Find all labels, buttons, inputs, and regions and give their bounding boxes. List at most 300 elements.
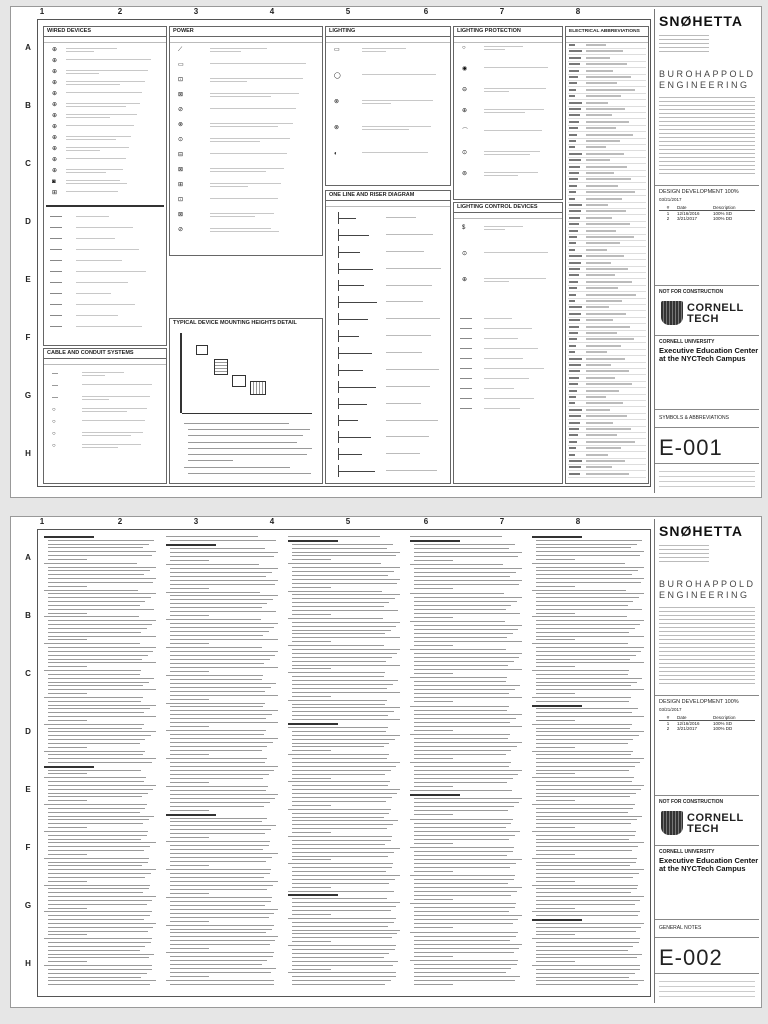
abbreviation-code [569,178,578,180]
note-heading [166,814,216,816]
note-text-line [170,699,209,700]
note-text-line [414,754,506,755]
note-text-line [48,636,156,637]
note-text-line [170,738,278,739]
note-text-line [532,885,638,886]
note-text-line [288,754,389,755]
note-text-line [292,801,386,802]
abbreviation-description [586,102,608,104]
note-text-line [170,603,267,604]
revision-header [659,205,755,210]
note-text-line [414,976,520,977]
title-block [654,9,759,493]
legend-description-line [66,183,127,184]
row-letter: A [25,553,31,562]
abbreviation-description [586,415,627,417]
note-text-line [292,766,396,767]
legend-description-line [82,435,131,436]
note-text-line [166,536,258,537]
note-text-line [170,540,276,541]
note-text-line [48,601,145,602]
column-number: 6 [423,7,429,16]
note-text-line [414,851,513,852]
revision-header-num: # [666,205,670,210]
note-text-line [536,812,628,813]
note-text-line [292,676,384,677]
abbreviation-code-line [50,216,62,217]
abbreviation-row [568,67,646,68]
note-text-line [170,722,278,723]
column-number: 5 [345,7,351,16]
design-stage: DESIGN DEVELOPMENT 100% [659,699,739,705]
note-text-line [292,965,393,966]
abbreviation-description-line [484,388,514,389]
abbreviation-description [586,287,618,289]
note-text-line [48,789,153,790]
note-text-line [48,904,147,905]
note-text-line [44,804,147,805]
abbreviation-code [569,82,577,84]
note-text-line [170,560,209,561]
note-text-line [536,877,633,878]
note-text-line [48,977,141,978]
note-text-line [414,588,453,589]
note-text-line [166,925,274,926]
abbreviation-code [569,306,582,308]
abbreviation-description [586,95,621,97]
note-text-line [536,708,638,709]
abbreviation-row [568,195,646,196]
note-text-line [292,969,331,970]
legend-symbol-icon: — [52,371,58,377]
note-text-line [292,848,400,849]
abbreviation-description [586,326,630,328]
revision-num: 1 [666,211,670,216]
note-text-line [48,593,156,594]
abbreviation-description [586,230,616,232]
abbreviation-code-line [50,315,62,316]
abbreviation-row [568,413,646,414]
note-text-line [48,781,144,782]
note-text-line [48,582,153,583]
legend-symbol-icon: ⊕ [52,91,58,97]
abbreviation-row [568,99,646,100]
one-line-label-line [386,285,432,286]
abbreviation-description-line [484,318,512,319]
abbreviation-description [586,159,610,161]
note-text-line [48,835,147,836]
note-text-line [414,948,519,949]
note-text-line [170,742,273,743]
note-text-line [410,536,502,537]
abbreviation-description [586,294,636,296]
one-line-label-line [386,369,439,370]
note-text-line [170,845,269,846]
one-line-label-line [386,352,422,353]
abbreviation-description [586,454,608,456]
note-text-line [536,651,641,652]
note-text-line [536,908,575,909]
note-text-line [170,972,271,973]
note-text-line [292,957,384,958]
one-line-branch [338,269,373,270]
note-text-line [414,927,453,928]
sheet-info-grid [659,977,755,1001]
note-text-line [532,643,628,644]
legend-symbol-icon: ⊙ [462,150,468,156]
legend-description-line [484,49,505,50]
row-letters [21,19,35,485]
abbreviation-description [586,82,617,84]
one-line-branch [338,218,356,219]
note-text-line [536,789,641,790]
legend-description-line [210,108,296,109]
note-text-line [170,766,278,767]
column-header-strip [454,37,562,43]
legend-description-line [210,123,293,124]
note-text-line [48,578,156,579]
abbreviation-row [568,240,646,241]
note-text-line [48,758,156,759]
legend-symbol-icon: ⊠ [178,212,184,218]
note-text-line [292,575,388,576]
abbreviation-description-line [484,348,538,349]
note-text-line [292,820,398,821]
divider [655,845,759,846]
cornell-wordmark-1: CORNELL [687,302,744,314]
note-text-line [292,668,331,669]
divider [655,973,759,974]
abbreviation-description [586,217,612,219]
legend-description-line [210,231,279,232]
note-text-line [292,778,331,779]
note-text-line [414,923,513,924]
legend-symbol-icon: ⊕ [462,108,468,114]
divider [655,335,759,336]
engineer-name-2: ENGINEERING [659,80,750,90]
abbreviation-description [586,422,613,424]
abbreviation-row [568,336,646,337]
note-text-line [414,730,453,731]
note-text-line [536,827,575,828]
abbreviation-description-line [76,227,133,228]
abbreviation-code [569,370,580,372]
note-text-line [292,980,391,981]
legend-description-line [210,126,278,127]
abbreviation-code [569,313,581,315]
note-text-line [288,836,392,837]
note-text-line [414,613,520,614]
note-text-line [170,782,209,783]
note-text-line [292,906,396,907]
column-number: 1 [39,517,45,526]
device-symbol [232,375,246,387]
note-text-line [48,888,149,889]
note-text-line [536,839,629,840]
divider [655,795,759,796]
note-text-line [170,909,278,910]
sheet-number: E-002 [659,945,723,970]
note-text-line [170,746,267,747]
note-text-line [292,910,391,911]
note-text-line [292,696,331,697]
abbreviation-description [586,223,630,225]
note-text-line [292,883,389,884]
revision-header-num: # [666,715,670,720]
note-text-line [414,641,522,642]
abbreviation-code [569,428,579,430]
abbreviation-row [568,189,646,190]
note-text-line [48,555,152,556]
panel-title: ONE LINE AND RISER DIAGRAM [326,191,450,201]
note-text-line [414,669,522,670]
legend-symbol-icon: ▭ [178,62,184,68]
note-text-line [166,675,263,676]
note-text-line [170,588,209,589]
note-text-line [48,850,144,851]
note-text-line [170,659,270,660]
legend-description-line [66,103,140,104]
legend-description-line [66,147,129,148]
note-text-line [170,734,264,735]
note-text-line [536,666,575,667]
one-line-panel [325,190,451,484]
notes-column [166,536,278,988]
abbreviation-description [586,383,632,385]
abbreviation-code [569,210,581,212]
note-text-line [536,685,631,686]
note-text-line [536,854,575,855]
note-text-line [536,758,644,759]
note-text-line [170,691,265,692]
abbreviation-description [586,185,618,187]
abbreviation-code [569,268,580,270]
note-text-line [414,831,520,832]
abbreviation-description [586,313,626,315]
note-text-line [48,980,156,981]
note-text-line [414,548,509,549]
one-line-label-line [386,470,437,471]
notes-column [410,536,522,988]
note-text-line [170,568,278,569]
abbreviation-row [568,253,646,254]
legend-description-line [66,92,142,93]
column-number: 8 [575,7,581,16]
abbreviation-code [569,338,577,340]
note-text-line [292,665,400,666]
note-text-line [170,548,265,549]
note-text-line [414,609,506,610]
note-text-line [170,623,278,624]
row-letter: A [25,43,31,52]
note-text-line [532,697,631,698]
note-text-line [292,770,391,771]
column-number: 2 [117,517,123,526]
legend-description-line [82,375,105,376]
abbreviation-description [586,57,610,59]
note-text-line [170,639,278,640]
one-line-branch [338,252,360,253]
note-text-line [532,938,640,939]
abbreviation-description [586,460,625,462]
note-text-line [292,567,400,568]
note-text-line [414,580,522,581]
legend-symbol-icon: ⊡ [178,197,184,203]
abbreviation-code-line [460,398,472,399]
abbreviation-row [568,291,646,292]
abbreviation-row [568,202,646,203]
note-text-line [44,751,145,752]
legend-description-line [210,216,255,217]
cornell-wordmark-2: TECH [687,313,719,325]
note-text-line [292,579,400,580]
note-text-line [292,715,388,716]
project-title: Executive Education Center at the NYCTech Campus [659,346,759,363]
legend-description-line [66,125,134,126]
note-text-line [48,946,145,947]
legend-description-line [210,153,287,154]
row-letter: F [25,333,31,342]
legend-symbol-icon: — [52,395,58,401]
abbreviation-code [569,230,578,232]
abbreviation-row [568,355,646,356]
legend-symbol-icon: ⊕ [52,168,58,174]
note-text-line [48,854,87,855]
note-text-line [414,718,516,719]
row-letter: C [25,159,31,168]
legend-symbol-icon: ⊕ [52,113,58,119]
note-text-line [410,847,514,848]
note-text-line [188,429,310,430]
legend-description-line [66,169,123,170]
note-text-line [170,877,264,878]
note-text-line [414,766,509,767]
lighting-protection-panel [453,26,563,200]
abbreviation-code [569,454,575,456]
abbreviation-code [569,217,580,219]
note-text-line [170,718,266,719]
note-text-line [48,705,156,706]
legend-description-line [362,48,406,49]
abbreviation-description [586,370,629,372]
note-text-line [414,576,510,577]
note-heading [532,536,582,538]
abbreviation-code [569,44,575,46]
note-text-line [536,865,630,866]
note-text-line [48,881,87,882]
legend-description-line [66,136,131,137]
note-text-line [532,777,634,778]
note-text-line [414,814,453,815]
abbreviation-code [569,223,579,225]
note-text-line [532,804,635,805]
abbreviation-row [568,272,646,273]
note-text-line [166,786,268,787]
note-text-line [44,938,152,939]
column-header-strip [44,37,166,43]
note-text-line [292,887,331,888]
note-text-line [536,800,575,801]
note-text-line [414,899,453,900]
abbreviation-row [568,157,646,158]
revision-date: 12/16/2016 [677,721,700,726]
note-text-line [292,953,389,954]
note-text-line [536,927,641,928]
legend-symbol-icon: ◯ [334,73,341,79]
note-text-line [414,911,509,912]
note-text-line [48,586,87,587]
note-text-line [536,567,644,568]
abbreviation-description [586,281,632,283]
legend-description-line [82,411,127,412]
legend-description-line [362,51,386,52]
note-text-line [536,659,630,660]
note-text-line [414,879,514,880]
note-text-line [414,883,508,884]
abbreviation-description [586,191,635,193]
legend-symbol-icon: ⊕ [52,135,58,141]
note-text-line [44,777,146,778]
legend-symbol-icon: ◙ [52,179,56,185]
note-text-line [536,716,644,717]
abbreviation-row [568,208,646,209]
abbreviation-code [569,473,580,475]
note-text-line [292,559,331,560]
note-text-line [170,833,265,834]
note-text-line [170,643,209,644]
abbreviation-code-line [50,271,62,272]
note-text-line [536,682,637,683]
note-text-line [44,616,139,617]
row-letter: B [25,101,31,110]
abbreviation-row [568,304,646,305]
abbreviation-description [586,466,612,468]
column-header-strip [326,37,450,43]
abbreviation-code [569,108,581,110]
abbreviation-row [568,182,646,183]
abbreviation-code [569,204,582,206]
one-line-branch [338,285,364,286]
note-text-line [170,651,278,652]
divider [655,937,759,938]
legend-description-line [362,126,431,127]
abbreviation-description [586,210,626,212]
note-text-line [170,607,262,608]
notes-column [288,536,400,988]
note-text-line [532,965,640,966]
abbreviation-code [569,262,581,264]
note-text-line [48,570,150,571]
abbreviation-row [568,330,646,331]
note-text-line [292,813,389,814]
legend-symbol-icon: ⊖ [462,87,468,93]
note-text-line [188,442,297,443]
legend-description-line [484,154,530,155]
cable-conduit-panel [43,348,167,484]
note-text-line [48,796,142,797]
note-text-line [292,859,331,860]
note-text-line [414,944,522,945]
note-text-line [414,714,522,715]
note-text-line [48,793,148,794]
one-line-branch [338,336,359,337]
note-text-line [536,693,575,694]
row-letter: F [25,843,31,852]
abbreviation-description [586,300,622,302]
abbreviation-row [568,323,646,324]
row-letter: G [24,391,32,400]
abbreviation-code-line [460,338,472,339]
